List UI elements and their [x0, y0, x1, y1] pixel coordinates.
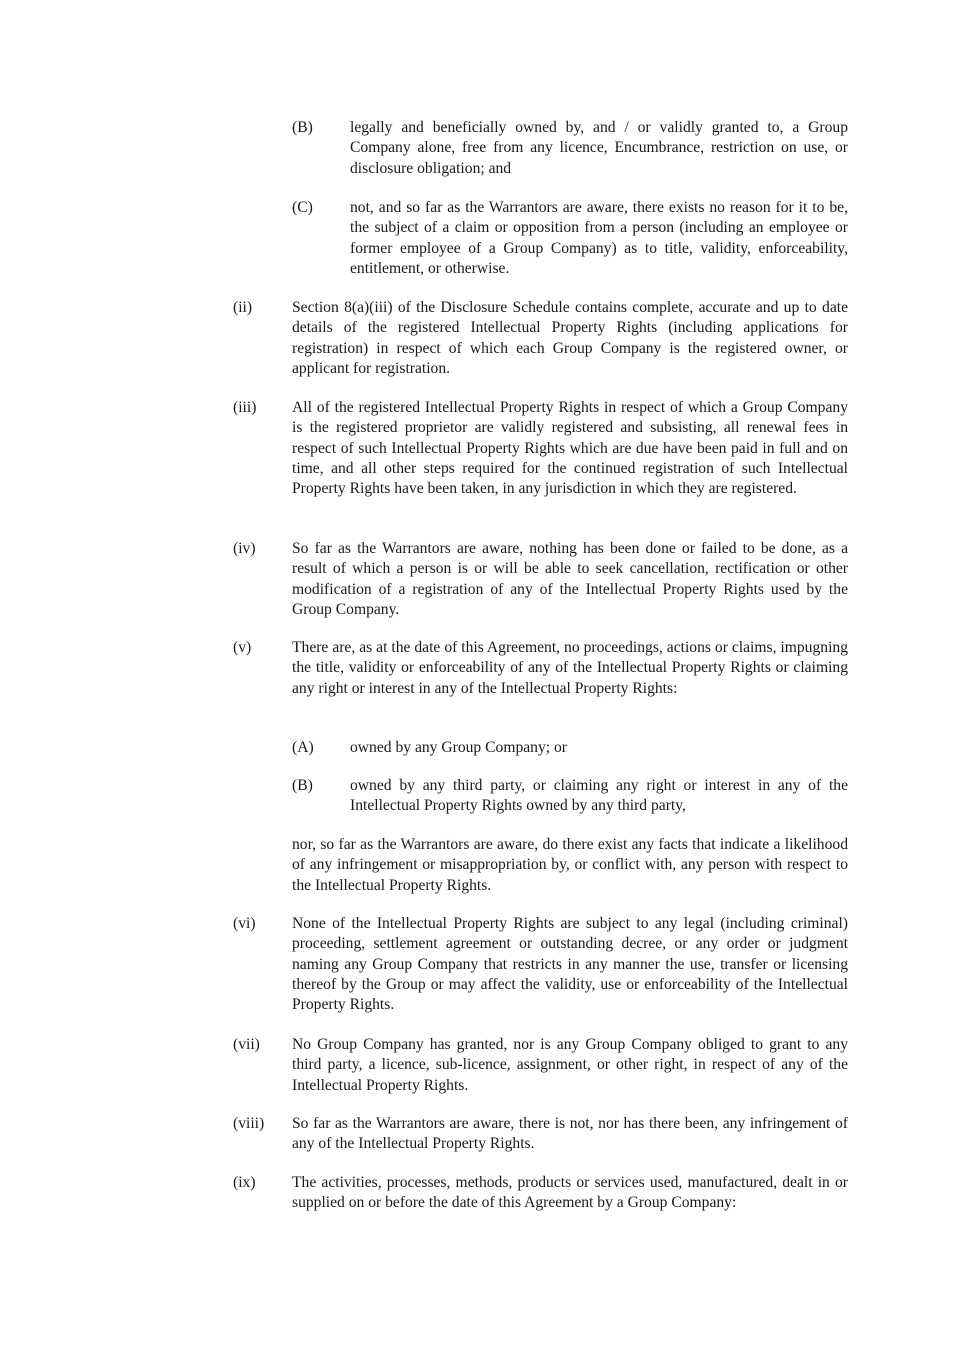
clause-number: (ix) [233, 1174, 256, 1191]
clause-text: So far as the Warrantors are aware, there is not, nor has there been, any infringement of any of the Intellectual Property Rights. [292, 1115, 848, 1153]
clause-number: (B) [292, 119, 313, 136]
clause-number: (viii) [233, 1115, 265, 1132]
clause-number: (iii) [233, 399, 257, 416]
clause-text: legally and beneficially owned by, and / or validly granted to, a Group Company alone, free from any licence, Encumbrance, restriction on use, or disclosure obligation; and [350, 119, 848, 177]
clause-number: (v) [233, 639, 252, 656]
clause-number: (ii) [233, 299, 253, 316]
clause-text: None of the Intellectual Property Rights are subject to any legal (including criminal) proceeding, settlement agreement or outstanding decree, or any order or judgment naming any Group Company that restricts in any manner the use, transfer or licensing thereof by the Group or may affect the validity, use or enforceability of the Intellectual Property Rights. [292, 915, 848, 1014]
clause-text: not, and so far as the Warrantors are aware, there exists no reason for it to be, the subject of a claim or opposition from a person (including an employee or former employee of a Group Company) as to title, validity, enforceability, entitlement, or otherwise. [350, 199, 848, 277]
clause-number: (vii) [233, 1036, 260, 1053]
clause-text: All of the registered Intellectual Property Rights in respect of which a Group Company is the registered proprietor are validly registered and subsisting, all renewal fees in respect of such Intellectual Property Rights which are due have been paid in full and on time, and all other steps required for the continued registration of such Intellectual Property Rights have been taken, in any jurisdiction in which they are registered. [292, 399, 848, 498]
clause-v-continuation: nor, so far as the Warrantors are aware, do there exist any facts that indicate a likelihood of any infringement or misappropriation by, or conflict with, any person with respect to the Intellectual Property Rights. [292, 836, 848, 894]
clause-text: owned by any Group Company; or [350, 739, 567, 756]
clause-number: (iv) [233, 540, 256, 557]
clause-number: (A) [292, 739, 314, 756]
clause-text: Section 8(a)(iii) of the Disclosure Schedule contains complete, accurate and up to date details of the registered Intellectual Property Rights (including applications for registration) in respect of which each Group Company is the registered owner, or applicant for registration. [292, 299, 848, 377]
clause-text: The activities, processes, methods, products or services used, manufactured, dealt in or supplied on or before the date of this Agreement by a Group Company: [292, 1174, 848, 1212]
clause-text: There are, as at the date of this Agreement, no proceedings, actions or claims, impugning the title, validity or enforceability of any of the Intellectual Property Rights or claiming any right or interest in any of the Intellectual Property Rights: [292, 639, 848, 697]
clause-text: owned by any third party, or claiming any right or interest in any of the Intellectual Property Rights owned by any third party, [350, 777, 848, 815]
clause-number: (B) [292, 777, 313, 794]
clause-text: No Group Company has granted, nor is any Group Company obliged to grant to any third party, a licence, sub-licence, assignment, or other right, in respect of any of the Intellectual Property Rights. [292, 1036, 848, 1094]
clause-number: (vi) [233, 915, 256, 932]
clause-text: So far as the Warrantors are aware, nothing has been done or failed to be done, as a result of which a person is or will be able to seek cancellation, rectification or other modification of a registration of any of the Intellectual Property Rights used by the Group Company. [292, 540, 848, 618]
clause-number: (C) [292, 199, 313, 216]
